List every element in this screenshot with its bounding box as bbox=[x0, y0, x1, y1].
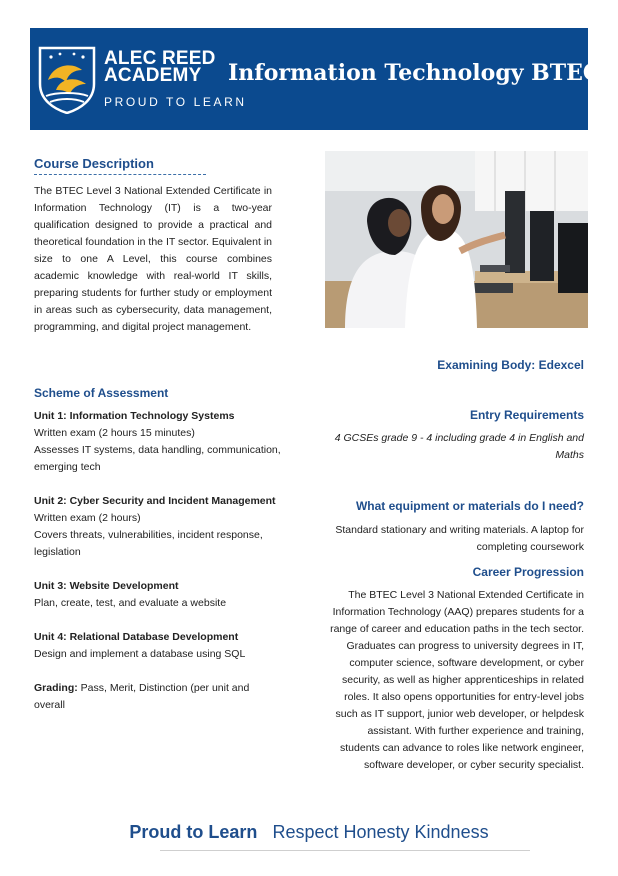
unit-detail: Written exam (2 hours) bbox=[34, 512, 141, 524]
school-tagline: PROUD TO LEARN bbox=[104, 95, 247, 109]
course-description-heading: Course Description bbox=[34, 156, 206, 175]
assessment-unit-4 bbox=[34, 629, 284, 663]
entry-requirements-text: 4 GCSEs grade 9 - 4 including grade 4 in English and Maths bbox=[334, 432, 584, 461]
course-description-body: The BTEC Level 3 National Extended Certificate in Information Technology (IT) is a two-year qualification designed to provide a practical and theoretical foundation in the IT sector. Equivalent in size to one A Level, this course combines academic knowledge with real-world IT skills, preparing students for further study or employment in areas such as cybersecurity, data management, programming, and digital project management. bbox=[34, 185, 272, 333]
assessment-heading: Scheme of Assessment bbox=[34, 386, 169, 400]
school-name-line1: ALEC REED bbox=[104, 48, 216, 69]
students-photo bbox=[325, 151, 588, 328]
grading bbox=[34, 680, 266, 714]
school-name bbox=[104, 50, 247, 111]
footer-spacer bbox=[262, 822, 267, 842]
career-progression-text: The BTEC Level 3 National Extended Certificate in Information Technology (AAQ) prepares students for a range of career and education paths in the tech sector. Graduates can progress to university degrees in IT, computer science, software development, or cyber security, as well as higher apprenticeships in related roles. It also opens opportunities for entry-level jobs such as IT support, junior web developer, or helpdesk assistant. With further experience and training, students can advance to roles like network engineer, software developer, or cyber security specialist. bbox=[330, 589, 584, 771]
unit-detail: Covers threats, vulnerabilities, incident response, legislation bbox=[34, 529, 263, 558]
unit-detail: Assesses IT systems, data handling, communication, emerging tech bbox=[34, 444, 281, 473]
course-title: Information Technology BTEC bbox=[228, 60, 601, 86]
equipment-text: Standard stationary and writing materials. A laptop for completing coursework bbox=[335, 524, 584, 553]
unit-detail: Written exam (2 hours 15 minutes) bbox=[34, 427, 195, 439]
assessment-unit-2 bbox=[34, 493, 284, 561]
grading-text: Pass, Merit, Distinction (per unit and overall bbox=[34, 682, 250, 711]
examining-body: Examining Body: Edexcel bbox=[437, 358, 584, 372]
students-at-computers-image bbox=[325, 151, 588, 328]
career-progression-heading: Career Progression bbox=[472, 565, 584, 579]
grading-label: Grading: bbox=[34, 682, 78, 694]
school-name-line2: ACADEMY bbox=[104, 65, 202, 86]
footer-values bbox=[0, 822, 618, 843]
footer-motto: Proud to Learn bbox=[129, 822, 258, 842]
footer-divider bbox=[160, 850, 530, 851]
unit-title: Unit 3: Website Development bbox=[34, 580, 179, 592]
unit-detail: Design and implement a database using SQL bbox=[34, 648, 246, 660]
unit-title: Unit 4: Relational Database Development bbox=[34, 631, 239, 643]
unit-detail: Plan, create, test, and evaluate a website bbox=[34, 597, 227, 609]
footer-core-values: Respect Honesty Kindness bbox=[272, 822, 489, 842]
assessment-unit-1 bbox=[34, 408, 284, 476]
academy-crest-icon bbox=[38, 46, 96, 114]
assessment-unit-3 bbox=[34, 578, 284, 612]
entry-requirements-heading: Entry Requirements bbox=[469, 408, 584, 422]
header-banner bbox=[30, 28, 601, 130]
unit-title: Unit 2: Cyber Security and Incident Management bbox=[34, 495, 276, 507]
unit-title: Unit 1: Information Technology Systems bbox=[34, 410, 235, 422]
equipment-heading: What equipment or materials do I need? bbox=[355, 499, 584, 513]
